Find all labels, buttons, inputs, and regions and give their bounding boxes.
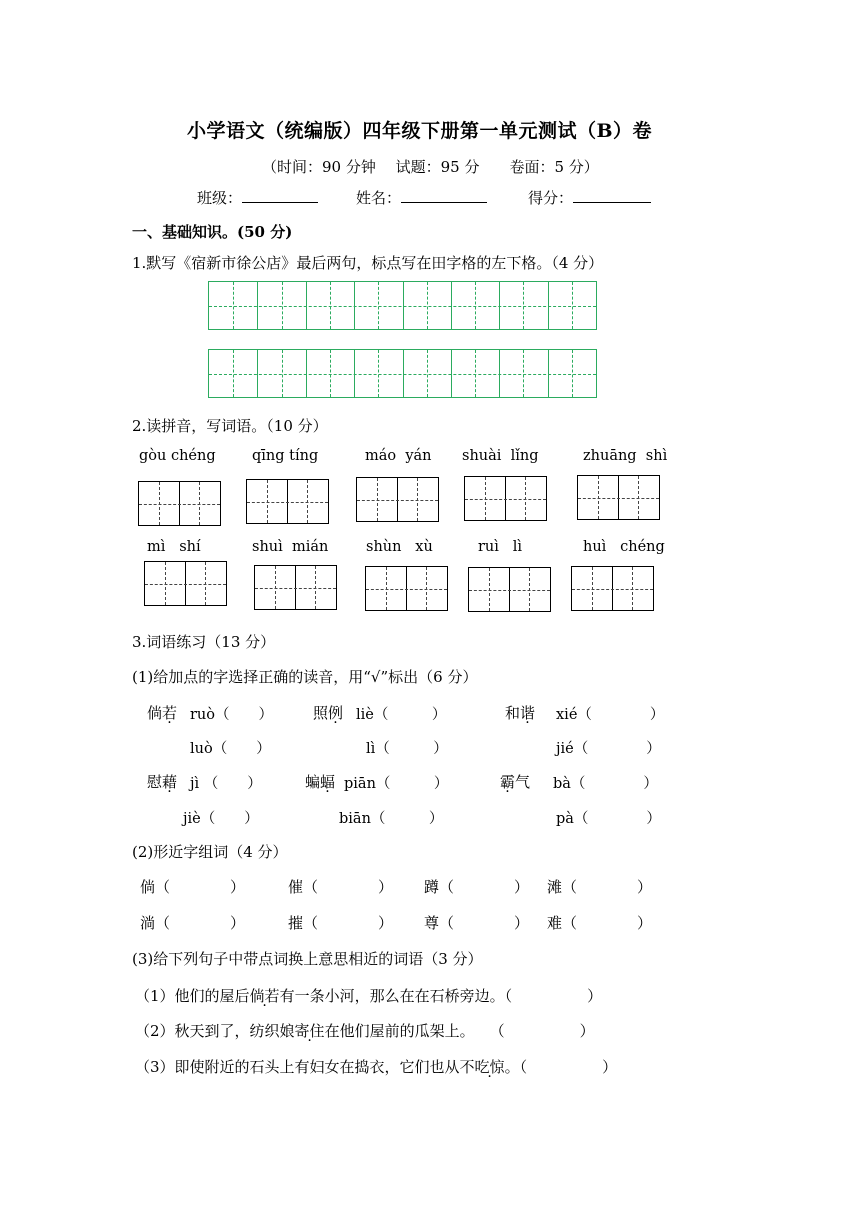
word-item: 慰藉 <box>147 773 178 791</box>
reading-option[interactable]: ruò（ ） <box>190 707 273 723</box>
question-2: 2.读拼音，写词语。（10 分） <box>132 417 328 435</box>
score-label: 得分： <box>528 189 574 207</box>
reading-option[interactable]: jiè（ ） <box>183 811 259 827</box>
dotted-word: 倘若 <box>249 987 280 1005</box>
pinyin-label: zhuāng shì <box>583 448 668 464</box>
pinyin-label: shuài lǐng <box>462 448 539 464</box>
pinyin-label: ruì lì <box>478 539 523 555</box>
tianzige-row-1[interactable] <box>208 281 597 330</box>
reading-option[interactable]: xié（ ） <box>556 707 665 723</box>
dotted-char: 谐 <box>520 704 536 722</box>
score-field[interactable] <box>528 187 651 208</box>
word-item: 照例 <box>313 704 344 722</box>
sentence-item[interactable]: （3）即使附近的石头上有妇女在捣衣，它们也从不吃惊。（ ） <box>135 1058 618 1076</box>
word-blank[interactable]: 难（ ） <box>547 914 653 932</box>
exam-meta: （时间：90 分钟 试题：95 分 卷面：5 分） <box>262 158 599 176</box>
word-blank[interactable]: 摧（ ） <box>288 914 394 932</box>
dotted-word: 吃惊 <box>474 1058 505 1076</box>
dotted-char: 藉 <box>162 773 178 791</box>
word-item: 霸气 <box>500 773 531 791</box>
reading-option[interactable]: piān（ ） <box>344 776 449 792</box>
word-item: 倘若 <box>147 704 178 722</box>
dotted-char: 例 <box>328 704 344 722</box>
word-blank[interactable]: 滩（ ） <box>547 878 653 896</box>
word-blank[interactable]: 尊（ ） <box>424 914 530 932</box>
dotted-char: 蝠 <box>320 773 336 791</box>
writing-box[interactable] <box>144 561 227 606</box>
writing-box[interactable] <box>577 475 660 520</box>
reading-option[interactable]: jì （ ） <box>190 776 262 792</box>
pinyin-label: máo yán <box>365 448 432 464</box>
pinyin-label: gòu chéng <box>139 448 216 464</box>
name-field[interactable] <box>356 187 487 208</box>
word-blank[interactable]: 倘（ ） <box>140 878 246 896</box>
pinyin-label: mì shí <box>147 539 201 555</box>
writing-box[interactable] <box>138 481 221 526</box>
dotted-char: 若 <box>162 704 178 722</box>
dotted-char: 霸 <box>500 773 516 791</box>
pinyin-label: shùn xù <box>366 539 433 555</box>
writing-box[interactable] <box>464 476 547 521</box>
section-heading: 一、基础知识。(50 分) <box>132 223 293 241</box>
pinyin-label: huì chéng <box>583 539 665 555</box>
pinyin-label: shuì mián <box>252 539 329 555</box>
reading-option[interactable]: jié（ ） <box>556 741 661 757</box>
word-blank[interactable]: 催（ ） <box>288 878 394 896</box>
reading-option[interactable]: luò（ ） <box>190 741 271 757</box>
subquestion-heading: (2)形近字组词（4 分） <box>132 843 288 861</box>
reading-option[interactable]: pà（ ） <box>556 811 661 827</box>
page-title: 小学语文（统编版）四年级下册第一单元测试（B）卷 <box>187 120 653 142</box>
word-item: 和谐 <box>505 704 536 722</box>
writing-box[interactable] <box>246 479 329 524</box>
pinyin-label: qīng tíng <box>252 448 319 464</box>
dotted-word: 寄住 <box>294 1022 325 1040</box>
reading-option[interactable]: lì（ ） <box>366 741 448 757</box>
sentence-item[interactable]: （1）他们的屋后倘若有一条小河，那么在在石桥旁边。（ ） <box>135 987 603 1005</box>
name-label: 姓名： <box>356 189 402 207</box>
reading-option[interactable]: biān（ ） <box>339 811 444 827</box>
word-item: 蝙蝠 <box>305 773 336 791</box>
sentence-item[interactable]: （2）秋天到了，纺织娘寄住在他们屋前的瓜架上。 （ ） <box>135 1022 595 1040</box>
reading-option[interactable]: liè（ ） <box>356 707 447 723</box>
writing-box[interactable] <box>365 566 448 611</box>
tianzige-row-2[interactable] <box>208 349 597 398</box>
word-blank[interactable]: 蹲（ ） <box>424 878 530 896</box>
reading-option[interactable]: bà（ ） <box>553 776 658 792</box>
subquestion-heading: (1)给加点的字选择正确的读音，用“√”标出（6 分） <box>132 668 478 686</box>
class-field[interactable] <box>197 187 318 208</box>
word-blank[interactable]: 淌（ ） <box>140 914 246 932</box>
question-3: 3.词语练习（13 分） <box>132 633 276 651</box>
question-1: 1.默写《宿新市徐公店》最后两句，标点写在田字格的左下格。（4 分） <box>132 254 604 272</box>
class-label: 班级： <box>197 189 243 207</box>
writing-box[interactable] <box>254 565 337 610</box>
writing-box[interactable] <box>468 567 551 612</box>
writing-box[interactable] <box>356 477 439 522</box>
writing-box[interactable] <box>571 566 654 611</box>
subquestion-heading: (3)给下列句子中带点词换上意思相近的词语（3 分） <box>132 950 483 968</box>
